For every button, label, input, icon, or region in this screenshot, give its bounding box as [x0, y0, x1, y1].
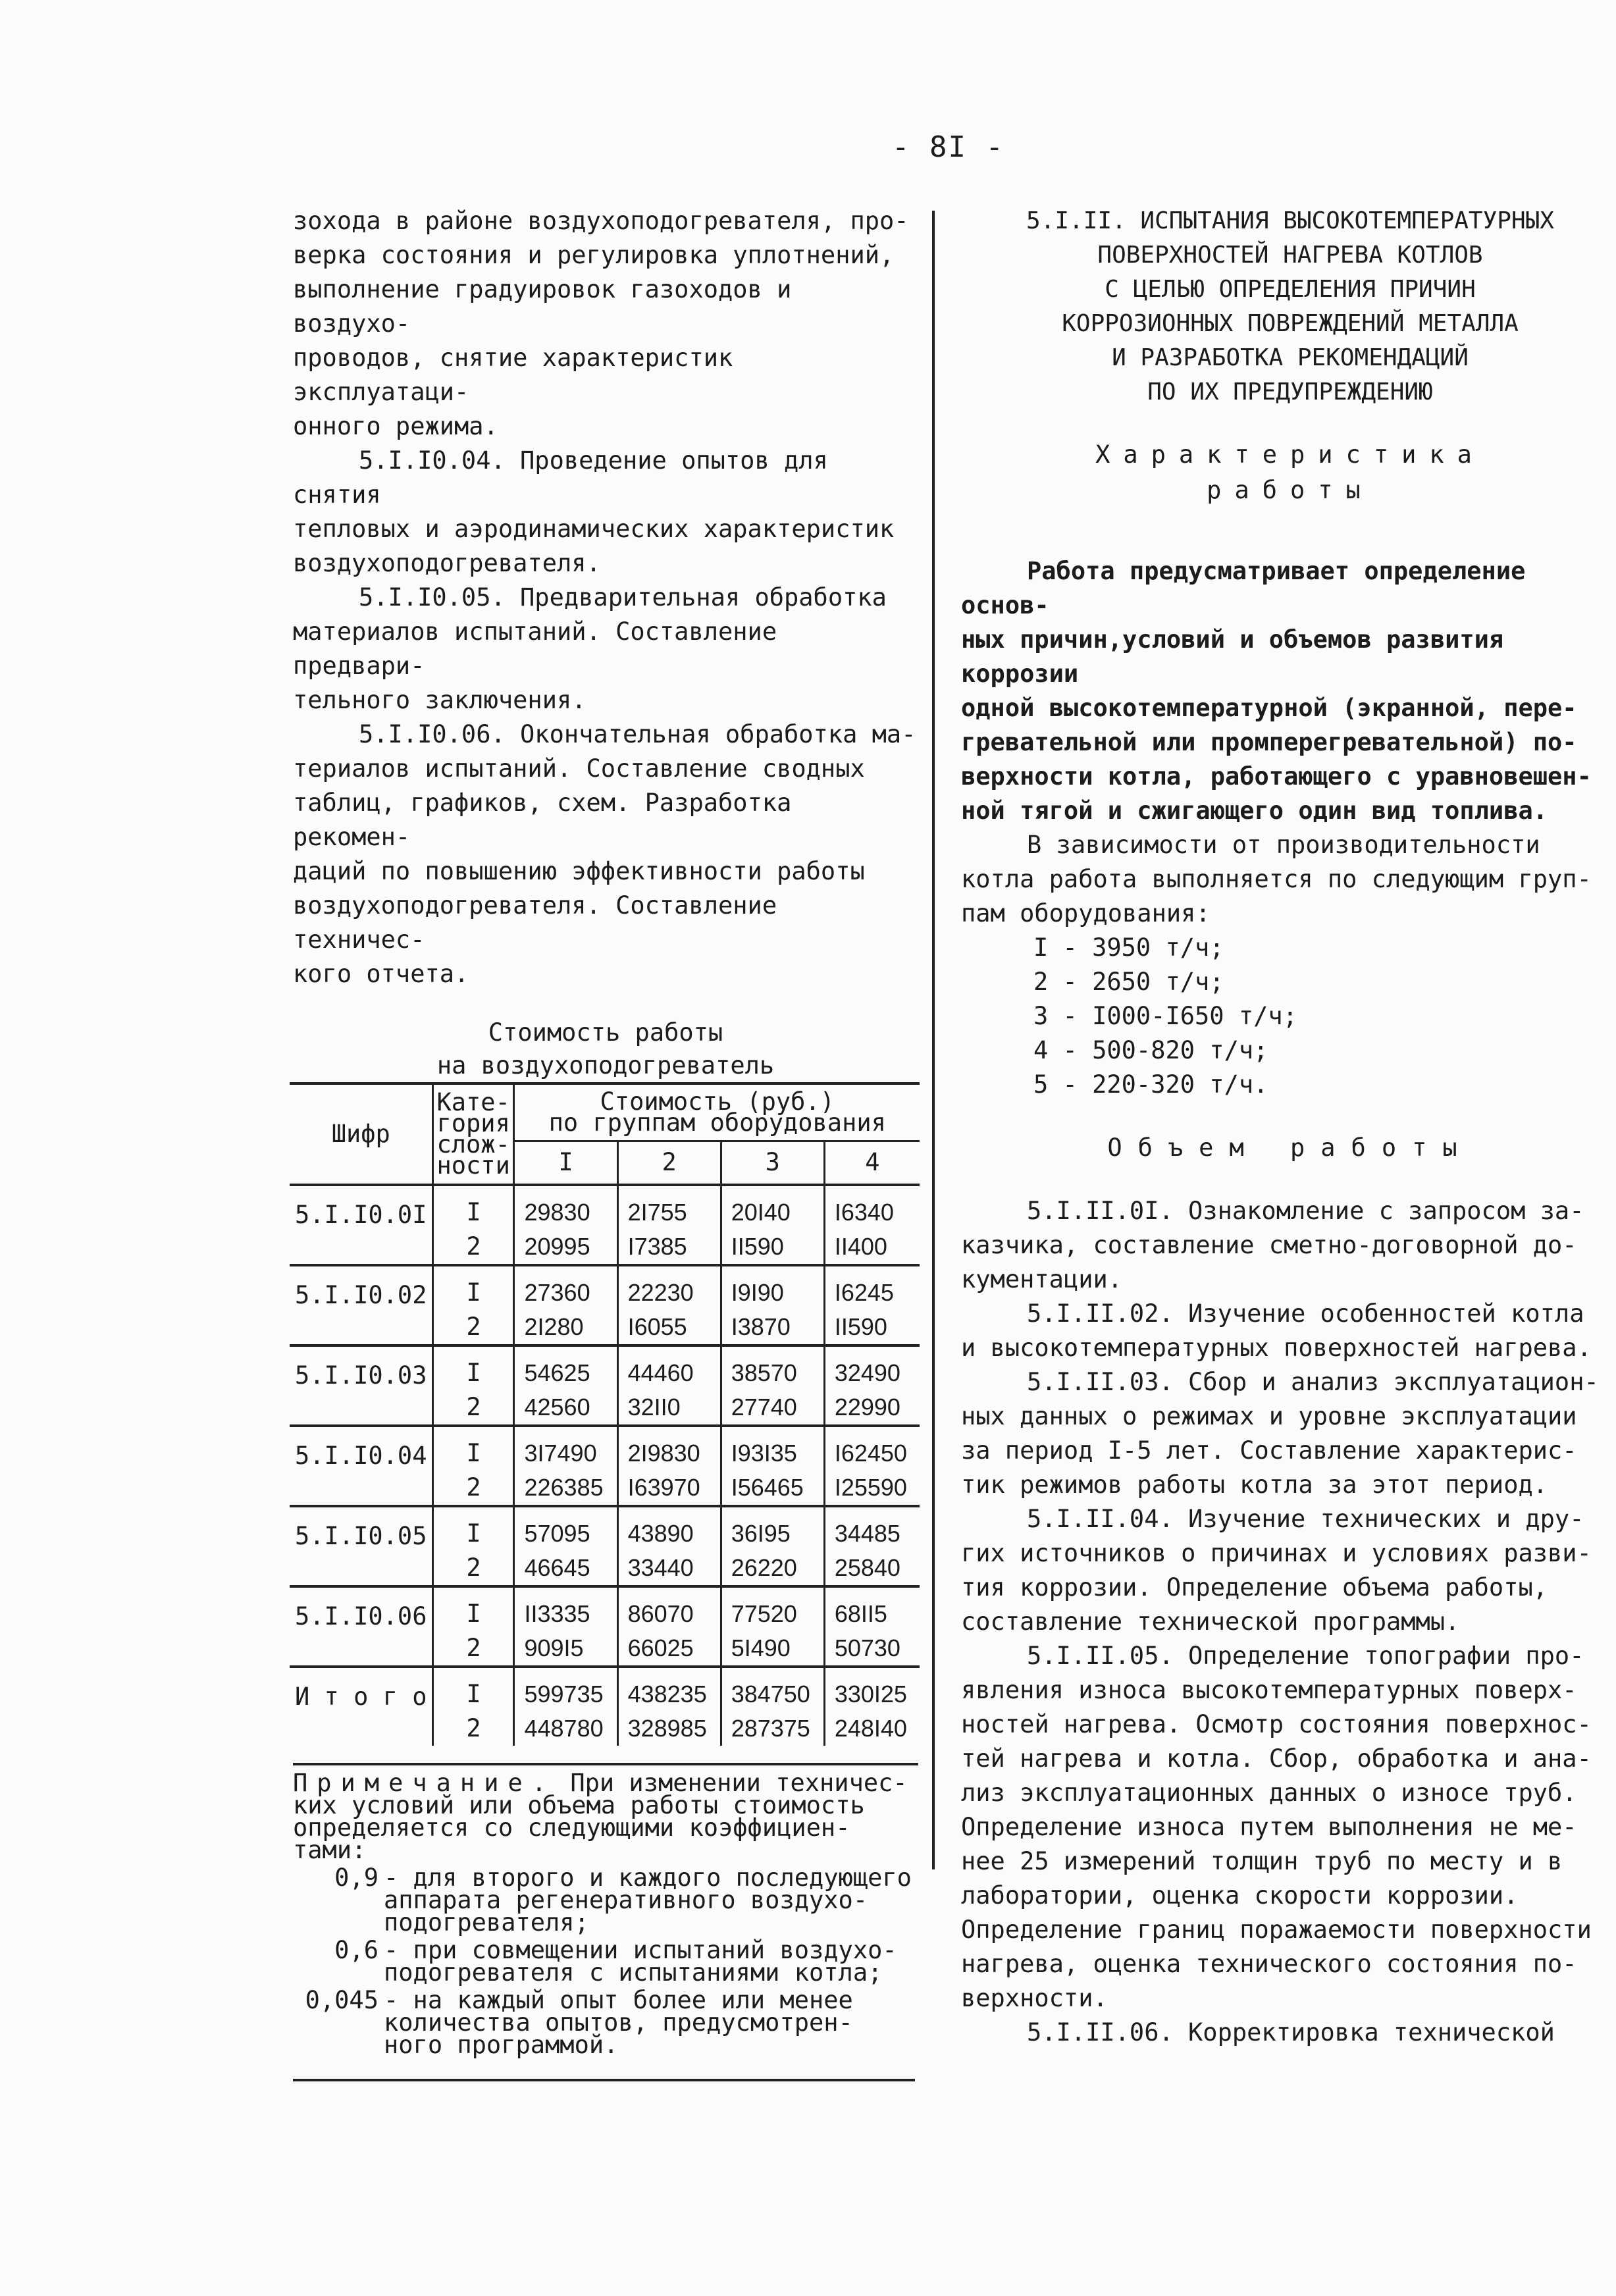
header-group: 3	[721, 1141, 824, 1185]
cell-cipher: 5.I.I0.02	[290, 1265, 433, 1345]
cell-cost: I9I90	[721, 1265, 824, 1310]
text-line: тик режимов работы котла за этот период.	[961, 1471, 1548, 1499]
cell-cost: II400	[824, 1230, 920, 1265]
text-line: лиз эксплуатационных данных о износе труб.	[961, 1779, 1577, 1807]
cell-cost: 44460	[617, 1345, 721, 1390]
equipment-groups	[961, 931, 1616, 1102]
text-line: 5.I.II.06. Корректировка технической	[1027, 2018, 1555, 2047]
group-item: 3 - I000-I650 т/ч;	[1033, 1002, 1297, 1030]
text-line: зохода в районе воздухоподогревателя, про-	[293, 207, 909, 235]
text-line: ных данных о режимах и уровне эксплуатации	[961, 1402, 1577, 1430]
cell-cost: 26220	[721, 1551, 824, 1586]
cell-cost: I6245	[824, 1265, 920, 1310]
header-line: слож-	[436, 1130, 510, 1159]
coefficient-row	[293, 1985, 918, 2059]
text-line: кументации.	[961, 1265, 1123, 1293]
title-line: Характеристика	[1095, 440, 1485, 469]
text-line: даций по повышению эффективности работы	[293, 857, 865, 885]
table-row	[290, 1586, 920, 1631]
cell-cost: 54625	[514, 1345, 617, 1390]
text-line: ных причин,условий и объемов развития коррозии	[961, 625, 1504, 688]
cell-cipher: И т о г о	[290, 1667, 433, 1746]
cell-category: 2	[433, 1471, 514, 1506]
cell-category: 2	[433, 1230, 514, 1265]
cell-cost: II590	[721, 1230, 824, 1265]
cell-cost: I25590	[824, 1471, 920, 1506]
cell-category: I	[433, 1506, 514, 1551]
cell-category: 2	[433, 1551, 514, 1586]
cell-cost: 20995	[514, 1230, 617, 1265]
cell-cost: 27740	[721, 1390, 824, 1426]
text-line: нее 25 измерений толщин труб по месту и в	[961, 1847, 1563, 1875]
text-line: кого отчета.	[293, 960, 469, 988]
text-line: верка состояния и регулировка уплотнений,	[293, 241, 895, 269]
text-line: онного режима.	[293, 412, 498, 440]
table-row	[290, 1345, 920, 1390]
cell-category: I	[433, 1667, 514, 1711]
text-line: проводов, снятие характеристик эксплуатаци-	[293, 344, 733, 406]
cell-cost: 50730	[824, 1631, 920, 1667]
heading-line: И РАЗРАБОТКА РЕКОМЕНДАЦИЙ	[1112, 344, 1469, 371]
cell-cost: I7385	[617, 1230, 721, 1265]
cell-cost: 46645	[514, 1551, 617, 1586]
text-line: 5.I.II.0I. Ознакомление с запросом за-	[1027, 1197, 1584, 1225]
cell-cost: 57095	[514, 1506, 617, 1551]
title-line: работы	[1207, 476, 1374, 504]
cell-category: 2	[433, 1310, 514, 1345]
cell-category: I	[433, 1265, 514, 1310]
item-5-1-11-01	[961, 1194, 1616, 1297]
right-column	[961, 204, 1616, 2050]
cell-cost: I3870	[721, 1310, 824, 1345]
cell-cost: II590	[824, 1310, 920, 1345]
header-group: 4	[824, 1141, 920, 1185]
heading-line: 5.I.II. ИСПЫТАНИЯ ВЫСОКОТЕМПЕРАТУРНЫХ	[1026, 207, 1554, 234]
text-line: и высокотемпературных поверхностей нагрева.	[961, 1334, 1592, 1362]
cell-category: I	[433, 1345, 514, 1390]
text-line: гих источников о причинах и условиях разви-	[961, 1539, 1592, 1567]
coefficient-text: - на каждый опыт более или менее количества опытов, предусмотрен- ного программой.	[384, 1985, 853, 2059]
cell-cost: I93I35	[721, 1426, 824, 1471]
text-line: 5.I.II.02. Изучение особенностей котла	[1027, 1299, 1584, 1328]
cell-cost: 34485	[824, 1506, 920, 1551]
page-number: - 8I -	[892, 130, 1004, 164]
text-line: нагрева, оценка технического состояния по-	[961, 1950, 1577, 1978]
note-lead: Примечание.	[293, 1768, 556, 1797]
table-row	[290, 1185, 920, 1230]
cell-cost: 27360	[514, 1265, 617, 1310]
header-group: 2	[617, 1141, 721, 1185]
cell-cost: 909I5	[514, 1631, 617, 1667]
cell-cost: 438235	[617, 1667, 721, 1711]
text-line: тепловых и аэродинамических характеристик	[293, 515, 895, 543]
cell-cost: I56465	[721, 1471, 824, 1506]
cell-cost: II3335	[514, 1586, 617, 1631]
text-line: выполнение градуировок газоходов и воздухо-	[293, 275, 792, 338]
item-5-1-10-04	[293, 444, 918, 581]
text-line: ной тягой и сжигающего один вид топлива.	[961, 796, 1548, 825]
text-line: Работа предусматривает определение основ-	[961, 557, 1526, 619]
coefficient-value: 0,6	[334, 1935, 378, 1964]
group-item: 4 - 500-820 т/ч;	[1033, 1036, 1268, 1064]
header-line: по группам оборудования	[548, 1109, 886, 1137]
cell-cost: 66025	[617, 1631, 721, 1667]
cell-cost: 77520	[721, 1586, 824, 1631]
text-line: материалов испытаний. Составление предвари-	[293, 617, 777, 680]
caption-line: Стоимость работы	[488, 1018, 723, 1047]
text-line: тей нагрева и котла. Сбор, обработка и ана-	[961, 1744, 1592, 1773]
groups-intro	[961, 828, 1616, 931]
text-line: одной высокотемпературной (экранной, пере-	[961, 694, 1577, 722]
cell-cost: 22230	[617, 1265, 721, 1310]
header-line: Кате-	[436, 1087, 510, 1116]
table-row	[290, 1265, 920, 1310]
cell-cost: 29830	[514, 1185, 617, 1230]
column-divider	[932, 211, 935, 1869]
cell-cost: 43890	[617, 1506, 721, 1551]
coefficient-value: 0,9	[334, 1863, 378, 1892]
text-line: 5.I.II.05. Определение топографии про-	[1027, 1642, 1584, 1670]
text-line: тия коррозии. Определение объема работы,	[961, 1573, 1548, 1602]
cell-cost: I6340	[824, 1185, 920, 1230]
section-heading	[961, 204, 1616, 409]
text-line: териалов испытаний. Составление сводных	[293, 754, 865, 783]
text-line: 5.I.II.03. Сбор и анализ эксплуатацион-	[1027, 1368, 1599, 1396]
header-line: гория	[436, 1109, 510, 1137]
cell-cipher: 5.I.I0.05	[290, 1506, 433, 1586]
cell-cost: 287375	[721, 1711, 824, 1746]
text-line: 5.I.II.04. Изучение технических и дру-	[1027, 1505, 1584, 1533]
cost-table	[290, 1082, 920, 1746]
header-category	[433, 1083, 514, 1185]
cell-category: I	[433, 1586, 514, 1631]
text-line: 5.I.I0.04. Проведение опытов для снятия	[293, 446, 828, 509]
cost-table-body	[290, 1185, 920, 1746]
cell-cost: I62450	[824, 1426, 920, 1471]
cell-cost: 36I95	[721, 1506, 824, 1551]
cell-cost: 2I9830	[617, 1426, 721, 1471]
cell-cipher: 5.I.I0.06	[290, 1586, 433, 1667]
header-group: I	[514, 1141, 617, 1185]
text-line: гревательной или промперегревательной) по-	[961, 728, 1577, 756]
group-item: 5 - 220-320 т/ч.	[1033, 1070, 1268, 1099]
cell-cipher: 5.I.I0.04	[290, 1426, 433, 1506]
left-column	[293, 204, 918, 2081]
text-line: тельного заключения.	[293, 686, 586, 714]
text-line: составление технической программы.	[961, 1607, 1460, 1636]
cell-cost: 226385	[514, 1471, 617, 1506]
text-line: лаборатории, оценка скорости коррозии.	[961, 1881, 1519, 1910]
cell-cost: 20I40	[721, 1185, 824, 1230]
cell-cost: 448780	[514, 1711, 617, 1746]
text-line: ностей нагрева. Осмотр состояния поверхнос-	[961, 1710, 1592, 1738]
cell-category: 2	[433, 1711, 514, 1746]
text-line: пам оборудования:	[961, 899, 1211, 927]
cell-cost: 38570	[721, 1345, 824, 1390]
characteristics-title	[961, 437, 1616, 508]
header-cipher: Шифр	[290, 1083, 433, 1185]
cell-cost: I6055	[617, 1310, 721, 1345]
caption-line: на воздухоподогреватель	[436, 1051, 775, 1080]
cell-cost: 248I40	[824, 1711, 920, 1746]
cell-cost: 32490	[824, 1345, 920, 1390]
item-5-1-11-06	[961, 2016, 1616, 2050]
cell-cipher: 5.I.I0.03	[290, 1345, 433, 1426]
header-line: ности	[436, 1151, 510, 1180]
text-line: таблиц, графиков, схем. Разработка рекомен-	[293, 789, 792, 851]
table-row	[290, 1667, 920, 1711]
cell-cipher: 5.I.I0.0I	[290, 1185, 433, 1265]
text-line: 5.I.I0.06. Окончательная обработка ма-	[359, 720, 916, 748]
item-5-1-10-06	[293, 718, 918, 991]
cell-cost: 42560	[514, 1390, 617, 1426]
cell-category: 2	[433, 1390, 514, 1426]
cell-category: I	[433, 1426, 514, 1471]
scope-title: Объем работы	[1107, 1134, 1473, 1162]
intro-paragraph	[293, 204, 918, 444]
text-line: 5.I.I0.05. Предварительная обработка	[359, 583, 887, 612]
cell-cost: 2I280	[514, 1310, 617, 1345]
cell-category: I	[433, 1185, 514, 1230]
cell-cost: 22990	[824, 1390, 920, 1426]
cell-cost: 328985	[617, 1711, 721, 1746]
coefficient-row	[293, 1935, 918, 1987]
table-row	[290, 1506, 920, 1551]
header-cost	[514, 1083, 920, 1141]
heading-line: КОРРОЗИОННЫХ ПОВРЕЖДЕНИЙ МЕТАЛЛА	[1062, 310, 1519, 337]
text-line: Определение износа путем выполнения не ме-	[961, 1813, 1577, 1841]
coefficient-text: - для второго и каждого последующего аппарата регенеративного воздухо- подогревателя;	[384, 1863, 912, 1937]
table-caption	[293, 1016, 918, 1082]
characteristics-text	[961, 554, 1616, 828]
coefficient-text: - при совмещении испытаний воздухо- подогревателя с испытаниями котла;	[384, 1935, 897, 1987]
note	[293, 1763, 918, 2059]
cell-cost: 86070	[617, 1586, 721, 1631]
text-line: воздухоподогревателя. Составление техничес-	[293, 891, 777, 954]
item-5-1-11-05	[961, 1639, 1616, 2016]
text-line: В зависимости от производительности	[1027, 831, 1540, 859]
item-5-1-11-03	[961, 1365, 1616, 1502]
cell-cost: 599735	[514, 1667, 617, 1711]
cell-category: 2	[433, 1631, 514, 1667]
cell-cost: 25840	[824, 1551, 920, 1586]
cell-cost: 68II5	[824, 1586, 920, 1631]
text-line: Определение границ поражаемости поверхности	[961, 1916, 1592, 1944]
item-5-1-10-05	[293, 581, 918, 718]
cell-cost: 330I25	[824, 1667, 920, 1711]
text-line: верхности.	[961, 1984, 1108, 2012]
coefficient-row	[293, 1863, 918, 1937]
text-line: котла работа выполняется по следующим груп-	[961, 865, 1592, 893]
cell-cost: 33440	[617, 1551, 721, 1586]
item-5-1-11-02	[961, 1297, 1616, 1365]
item-5-1-11-04	[961, 1502, 1616, 1639]
cell-cost: 384750	[721, 1667, 824, 1711]
heading-line: ПО ИХ ПРЕДУПРЕЖДЕНИЮ	[1147, 378, 1433, 405]
cell-cost: 32II0	[617, 1390, 721, 1426]
text-line: явления износа высокотемпературных поверх-	[961, 1676, 1577, 1704]
text-line: казчика, составление сметно-договорной до-	[961, 1231, 1577, 1259]
header-line: Стоимость (руб.)	[600, 1087, 835, 1116]
cell-cost: 5I490	[721, 1631, 824, 1667]
heading-line: ПОВЕРХНОСТЕЙ НАГРЕВА КОТЛОВ	[1097, 242, 1483, 269]
note-text: При изменении техничес- ких условий или объема работы стоимость определяется со следующими коэффициен- тами:	[293, 1768, 908, 1864]
cell-cost: I63970	[617, 1471, 721, 1506]
text-line: за период I-5 лет. Составление характерис-	[961, 1436, 1577, 1465]
group-item: 2 - 2650 т/ч;	[1033, 968, 1224, 996]
coefficient-value: 0,045	[305, 1985, 378, 2014]
cell-cost: 3I7490	[514, 1426, 617, 1471]
end-rule	[293, 2079, 915, 2081]
group-item: I - 3950 т/ч;	[1033, 933, 1224, 962]
text-line: воздухоподогревателя.	[293, 549, 601, 577]
text-line: верхности котла, работающего с уравновешен-	[961, 762, 1592, 791]
table-row	[290, 1426, 920, 1471]
heading-line: С ЦЕЛЬЮ ОПРЕДЕЛЕНИЯ ПРИЧИН	[1105, 276, 1476, 303]
cell-cost: 2I755	[617, 1185, 721, 1230]
